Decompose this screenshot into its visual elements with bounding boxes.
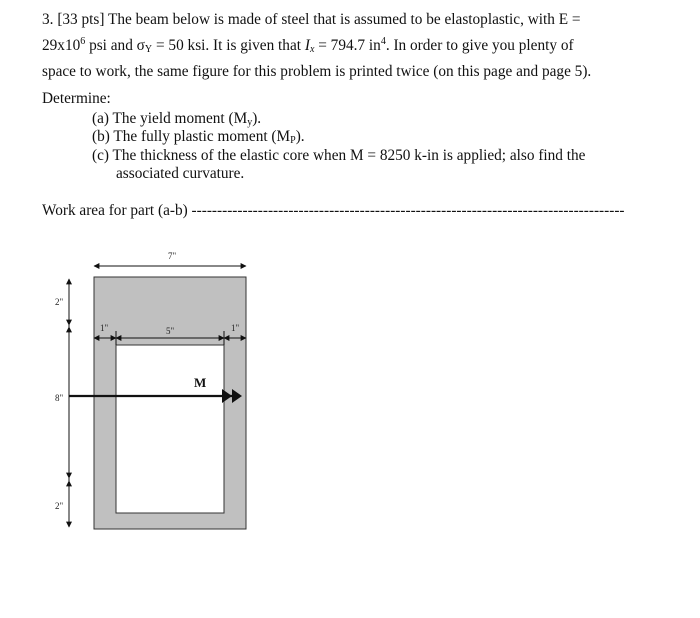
part-b-text: (b) The fully plastic moment (M	[92, 128, 291, 145]
yield-stress-value: = 50 ksi. It is given that	[152, 37, 305, 54]
part-c-line-1: (c) The thickness of the elastic core when M = 8250 k-in is applied; also find the	[92, 147, 586, 164]
inertia-exponent: 4	[380, 36, 386, 47]
right-wall-label: 1"	[231, 323, 240, 333]
problem-line-3: space to work, the same figure for this problem is printed twice (on this page and page 5).	[42, 63, 592, 80]
left-wall-label: 1"	[100, 323, 109, 333]
inertia-symbol: I	[304, 37, 310, 54]
yield-stress-subscript: Y	[144, 44, 153, 55]
inertia-subscript: x	[309, 44, 315, 55]
inner-width-label: 5"	[166, 326, 175, 336]
bottom-flange-label: 2"	[55, 501, 64, 511]
yield-stress-symbol: psi and σ	[85, 37, 145, 54]
part-c-line-2: associated curvature.	[116, 165, 245, 182]
moment-label: M	[194, 375, 207, 390]
work-area-dashes: -------------------------------------------------------------------------------------	[191, 202, 625, 219]
part-b-end: ).	[295, 128, 305, 145]
part-a-subscript: y	[247, 117, 253, 128]
work-area-label: Work area for part (a-b)	[42, 202, 192, 219]
inertia-value: = 794.7 in	[314, 37, 381, 54]
determine-heading: Determine:	[42, 90, 111, 107]
modulus-value: 29x10	[42, 37, 81, 54]
problem-line-2-end: . In order to give you plenty of	[385, 37, 574, 54]
problem-line-1: The beam below is made of steel that is assumed to be elastoplastic, with E =	[108, 11, 581, 28]
width-dimension-label: 7"	[168, 251, 177, 261]
problem-number: 3.	[42, 11, 54, 28]
part-a-text: (a) The yield moment (M	[92, 110, 248, 127]
part-b-subscript: P	[290, 135, 296, 146]
hollow-core	[116, 345, 224, 513]
part-a-end: ).	[252, 110, 262, 127]
top-flange-label: 2"	[55, 297, 64, 307]
problem-points: [33 pts]	[57, 11, 105, 28]
modulus-exponent: 6	[80, 36, 86, 47]
web-height-label: 8"	[55, 393, 64, 403]
